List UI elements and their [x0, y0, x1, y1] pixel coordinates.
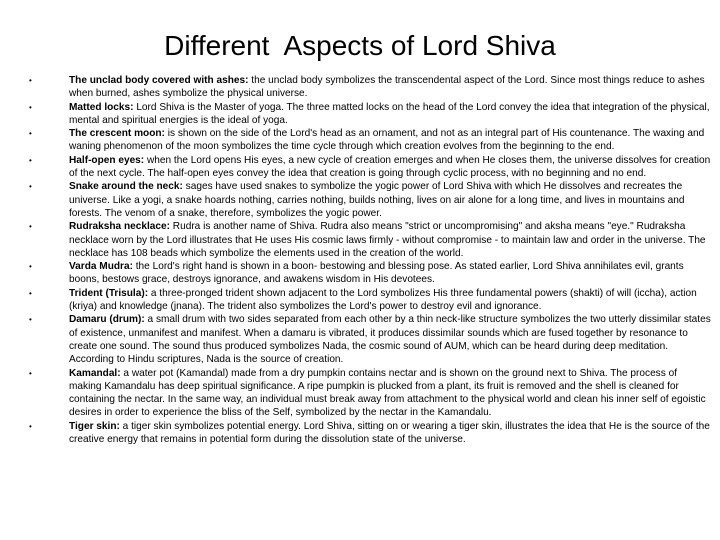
list-item	[0, 180, 720, 220]
list-item	[0, 287, 720, 314]
aspect-term: Snake around the neck:	[69, 181, 183, 193]
bullet-icon: •	[29, 315, 32, 325]
aspect-description: the unclad body symbolizes the transcendental aspect of the Lord. Since most things reduce to ashes when burned, ashes symbolize the physical universe.	[69, 75, 705, 100]
aspect-description: sages have used snakes to symbolize the yogic power of Lord Shiva with which He dissolves and recreates the universe. Like a yogi, a snake hoards nothing, carries nothing, builds nothing, lives on air alone for a long time, and lives in mountains and forests. The venom of a snake, therefore, symbolizes the yogic power.	[69, 181, 685, 219]
bullet-icon: •	[29, 262, 32, 272]
aspect-term: The unclad body covered with ashes:	[69, 75, 249, 86]
list-item	[0, 313, 720, 366]
aspect-description: a three-pronged trident shown adjacent to the Lord symbolizes His three fundamental powers (shakti) of will (iccha), action (kriya) and knowledge (jnana). The trident also symbolizes the Lord's power to destroy evil and ignorance.	[69, 287, 697, 313]
aspect-term: Kamandal:	[69, 367, 121, 379]
list-item	[0, 101, 720, 128]
aspect-description: when the Lord opens His eyes, a new cycle of creation emerges and when He closes them, the universe dissolves for creation of the next cycle. The half-open eyes convey the idea that creation is going through cyclic process, with no beginning and no end.	[69, 154, 711, 180]
bullet-icon: •	[29, 129, 32, 139]
list-item	[0, 127, 720, 154]
aspect-description: a tiger skin symbolizes potential energy. Lord Shiva, sitting on or wearing a tiger skin, illustrates the idea that He is the source of the creative energy that remains in potential form during the dissolution state of the universe.	[69, 420, 710, 446]
aspect-term: Varda Mudra:	[69, 261, 133, 273]
aspect-term: Rudraksha necklace:	[69, 221, 170, 233]
aspect-term: Tiger skin:	[69, 420, 120, 432]
bullet-icon: •	[29, 76, 32, 85]
aspect-description: a small drum with two sides separated from each other by a thin neck-like structure symbolizes the two utterly dissimilar states of existence, unmanifest and manifest. When a damaru is vibrated, it produces dissimilar sounds which are fused together by resonance to create one sound. The sound thus produced symbolizes Nada, the cosmic sound of AUM, which can be heard during deep meditation. According to Hindu scriptures, Nada is the source of creation.	[69, 314, 711, 366]
aspect-term: Trident (Trisula):	[69, 287, 149, 299]
bullet-icon: •	[29, 102, 32, 112]
aspect-list	[0, 74, 720, 446]
list-item	[0, 260, 720, 287]
aspect-description: Lord Shiva is the Master of yoga. The three matted locks on the head of the Lord convey the idea that integration of the physical, mental and spiritual energies is the ideal of yoga.	[69, 101, 710, 126]
list-item	[0, 367, 720, 420]
aspect-description: Rudra is another name of Shiva. Rudra also means "strict or uncompromising" and aksha means "eye." Rudraksha necklace worn by the Lord illustrates that He uses His cosmic laws firmly - without compromise - to maintain law and order in the universe. The necklace has 108 beads which symbolize the elements used in the creation of the world.	[69, 221, 706, 259]
aspect-term: The crescent moon:	[69, 128, 165, 140]
bullet-icon: •	[29, 155, 32, 165]
bullet-icon: •	[29, 222, 32, 232]
list-item	[0, 74, 720, 101]
list-item	[0, 220, 720, 260]
slide-title: Different Aspects of Lord Shiva	[164, 30, 556, 61]
aspect-description: is shown on the side of the Lord's head as an ornament, and not as an integral part of His countenance. The waxing and waning phenomenon of the moon symbolizes the time cycle through which creation evolves from the beginning to the end.	[69, 128, 705, 153]
bullet-icon: •	[29, 182, 32, 192]
bullet-icon: •	[29, 288, 32, 298]
aspect-description: the Lord's right hand is shown in a boon- bestowing and blessing pose. As stated earlier, Lord Shiva annihilates evil, grants boons, bestows grace, destroys ignorance, and awakens wisdom in His devotees.	[69, 261, 684, 286]
aspect-term: Half-open eyes:	[69, 154, 145, 166]
aspect-description: a water pot (Kamandal) made from a dry pumpkin contains nectar and is shown on the ground next to Shiva. The process of making Kamandalu has deep spiritual significance. A ripe pumpkin is plucked from a plant, its fruit is removed and the shell is cleaned for containing the nectar. In the same way, an individual must break away from attachment to the physical world and clean his inner self of egoistic desires in order to experience the bliss of the Self, symbolized by the nectar in the Kamandalu.	[69, 367, 706, 419]
list-item	[0, 154, 720, 181]
aspect-term: Matted locks:	[69, 101, 134, 113]
bullet-icon: •	[29, 421, 32, 431]
bullet-icon: •	[29, 368, 32, 378]
aspect-term: Damaru (drum):	[69, 314, 145, 326]
list-item	[0, 420, 720, 447]
